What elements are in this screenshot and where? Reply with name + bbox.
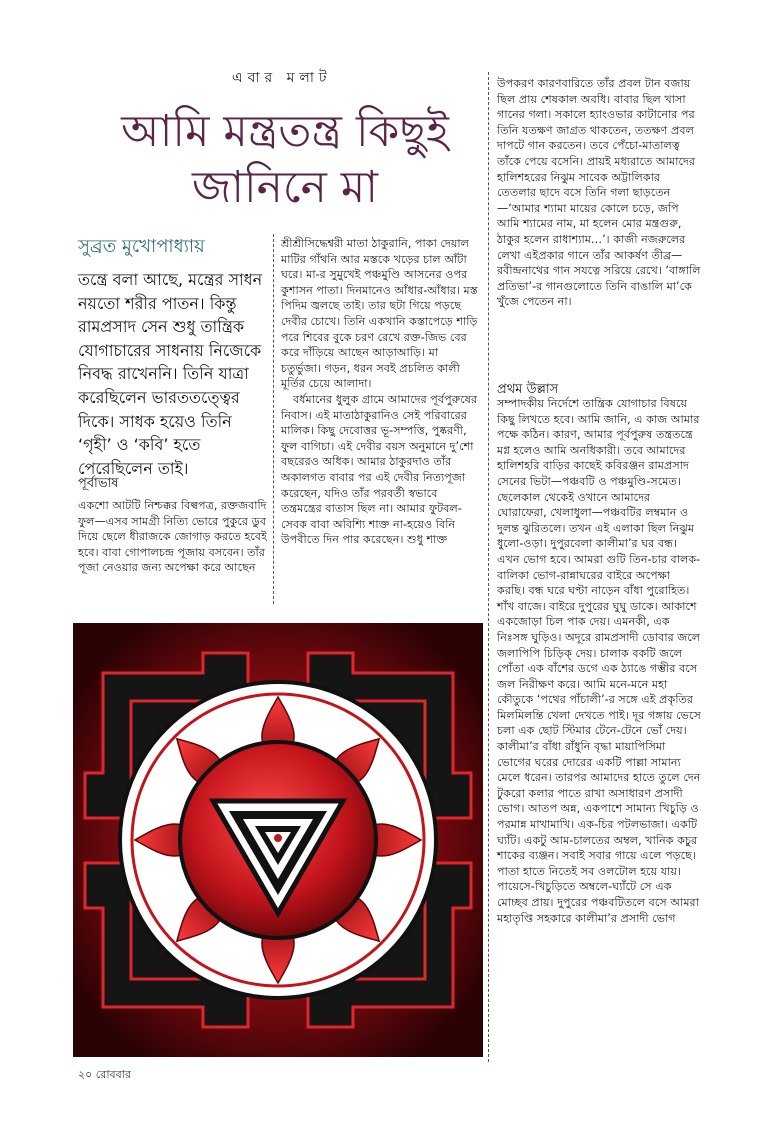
body-column-3: উপকরণ কারণবারিতে তাঁর প্রবল টান বজায় ছিল প্রায় শেষকাল অবধি। বাবার ছিল খাসা গানের গলা। সকালে হ্যাংওভার কাটানোর পর তিনি যতক্ষণ জাগ্রত থাকতেন, ততক্ষণ প্রবল দাপটে গান করতেন। তবে পেঁচো-মাতালত্ব তাঁকে পেয়ে বসেনি। প্রায়ই মধ্যরাতে আমাদের হালিশহরের নিঝুম সাবেক অট্টালিকার তেতলার ছাদে বসে তিনি গলা ছাড়তেন—‘আমার শ্যামা মায়ের কোলে চড়ে, জপি আমি শ্যামের নাম, মা হলেন মোর মন্ত্রগুরু, ঠাকুর হলেন রাধাশ্যাম…’। কাজী নজরুলের লেখা এইপ্রকার গানে তাঁর আকর্ষণ তীব্র—রবীন্দ্রনাথের গান সযত্নে সরিয়ে রেখে। ‘বাঙ্গালি প্রতিভা’-র গানগুলোতে তিনি বাঙালি মা’কে খুঁজে পেতেন না। — [497, 77, 701, 309]
section-kicker: এবার মলাট — [232, 70, 332, 86]
bindu — [274, 834, 282, 842]
title-line-1: আমি মন্ত্রতন্ত্র কিছুই — [121, 106, 449, 157]
body-paragraph: বর্ধমানের ধুলুক গ্রামে আমাদের পূর্বপুরুষের নিবাস। এই মাতাঠাকুরানিও সেই পরিবারের মালিক। কিছু দেবোত্তর ভূ-সম্পত্তি, পুষ্করণী, ফুল বাগিচা। এই দেবীর বয়স অনুমানে দু’শো বছরেরও অধিক। আমার ঠাকুরদাও তাঁর অকালগত বাবার পর এই দেবীর নিত্যপূজা করেছেন, যদিও তাঁর পরবর্তী স্বভাবে তন্ত্রমন্ত্রের বাতাস ছিল না। আমার ফুটবল-সেবক বাবা অবিশ্যি শাক্ত না-হয়েও বিনি উপবীতে দিন পার করেছেন। শুধু শাক্ত — [281, 392, 478, 547]
section-heading-purbabhas: পূর্বাভাষ — [78, 476, 119, 491]
body-column-3-continued: সম্পাদকীয় নির্দেশে তান্ত্রিক যোগাচার বিষয়ে কিছু লিখতে হবে। আমি জানি, এ কাজ আমার পক্ষে কঠিন। কারণ, আমার পূর্বপুরুষ তন্ত্রতন্ত্রে মগ্ন হলেও আমি অনধিকারী। তবে আমাদের হালিশহরি বাড়ির কাছেই কবিরঞ্জন রামপ্রসাদ সেনের ভিটা—পঞ্চবটি ও পঞ্চমুণ্ডি-সমেত। ছেলেকাল থেকেই ওখানে আমাদের ঘোরাফেরা, খেলাধুলা—পঞ্চবটির লম্বমান ও দুলন্ত ঝুরিতলে। তখন এই এলাকা ছিল নিঝুম ধুলো-ওড়া। দুপুরবেলা কালীমা’র ঘর বন্ধ। এখন ভোগ হবে। আমরা গুটি তিন-চার বালক-বালিকা ভোগ-রান্নাঘরের বাইরে অপেক্ষা করছি। বন্ধ ঘরে ঘণ্টা নাড়েন বাঁধা পুরোহিত। শাঁখ বাজে। বাইরে দুপুরের ঘুঘু ডাকে। আকাশে একজোড়া চিল পাক দেয়। এমনকী, এক নিঃসঙ্গ ঘুড়িও। অদূরে রামপ্রসাদী ডোবার জলে জলাপিপি চিড়িক্ দেয়। চালাক বকটি জলে পোঁতা এক বাঁশের ডগে এক ঠ্যাঙে গম্ভীর বসে জল নিরীক্ষণ করে। আমি মনে-মনে মহা কৌতুকে ‘পথের পাঁচালী’-র সঙ্গে এই প্রকৃতির মিলমিলন্তি খেলা দেখতে পাই। দূর গঙ্গায় ভেসে চলা এক ছোট স্টিমার টেনে-টেনে ভোঁ দেয়। কালীমা’র বাঁধা রাঁধুনি বৃদ্ধা মায়াপিসিমা ভোগের ঘরের দোরের একটি পাল্লা সামান্য মেলে ধরেন। তারপর আমাদের হাতে তুলে দেন টুকরো কলার পাতে রাখা অসাধারণ প্রসাদী ভোগ। আতপ অন্ন, একপাশে সামান্য খিচুড়ি ও পরমান্ন মাখামাখি। এক-চির পটলভাজা। একটি ঘ্যাঁট। একটু আম-চালতের অম্বল, খানিক কচুর শাকের ব্যঞ্জন। সবাই সবার গায়ে এলে পড়ছে। পাতা হাতে নিতেই সব ওলটোল হয়ে যায়। পায়েসে-খিচুড়িতে অম্বলে-ঘ্যাঁটে সে এক মোচ্ছব প্রায়। দুপুরের পঞ্চবটিতলে বসে আমরা মহাতৃপ্তি সহকারে কালীমা’র প্রসাদী ভোগ — [497, 397, 701, 925]
column-divider-1 — [273, 234, 274, 604]
body-column-1: একশো আটটি নিশ্চক্কর বিল্বপত্র, রক্তজবাদি ফুল—এসব সামগ্রী নিত্যি ভোরে পুকুরে ডুব দিয়ে ছেলে ধীরাজকে জোগাড় করতে হবেই হবে। বাবা গোপালচন্দ্র পূজায় বসবেন। তাঁর পূজা নেওয়ার জন্য অপেক্ষা করে আছেন — [78, 499, 267, 575]
page-folio: ২০ রোববার — [78, 1068, 131, 1081]
intro-standfirst: তন্ত্রে বলা আছে, মন্ত্রের সাধন নয়তো শরীর পাতন। কিন্তু রামপ্রসাদ সেন শুধু তান্ত্রিক যোগাচারের সাধনায় নিজেকে নিবদ্ধ রাখেননি। তিনি যাত্রা করেছিলেন ভারততত্ত্বের দিকে। সাধক হয়েও তিনি ‘গৃহী’ ও ‘কবি’ হতে পেরেছিলেন তাই। — [78, 270, 263, 478]
body-column-2 — [281, 236, 481, 548]
yantra-svg — [73, 623, 483, 1057]
author-byline: সুব্রত মুখোপাধ্যায় — [78, 236, 205, 257]
title-line-2: জানিনে মা — [191, 162, 379, 213]
section-heading-prothom-ullas: প্রথম উল্লাস — [497, 382, 559, 397]
column-divider-2 — [488, 72, 489, 1062]
kali-yantra-illustration — [73, 623, 483, 1057]
article-title — [95, 104, 475, 216]
body-paragraph: শ্রীশ্রীসিদ্ধেশ্বরী মাতা ঠাকুরানি, পাকা দেয়াল মাটির গাঁথনি আর মস্তকে খড়ের চাল আঁটা ঘরে। মা-র সুমুখেই পঞ্চমুণ্ডি আসনের ওপর কুশাসন পাতা। দিনমানেও আঁধার-আঁধার। মস্ত পিদিম জ্বলছে তাই। তার ছটা গিয়ে পড়ছে দেবীর চোখে। তিনি একখানি কস্তাপেড়ে শাড়ি পরে শিবের বুকে চরণ রেখে রক্ত-জিভ বের করে দাঁড়িয়ে আছেন আড়াআড়ি। মা চতুর্ভুজা। গড়ন, ধরন সবই প্রচলিত কালী মূর্তির চেয়ে আলাদা। — [281, 237, 478, 391]
